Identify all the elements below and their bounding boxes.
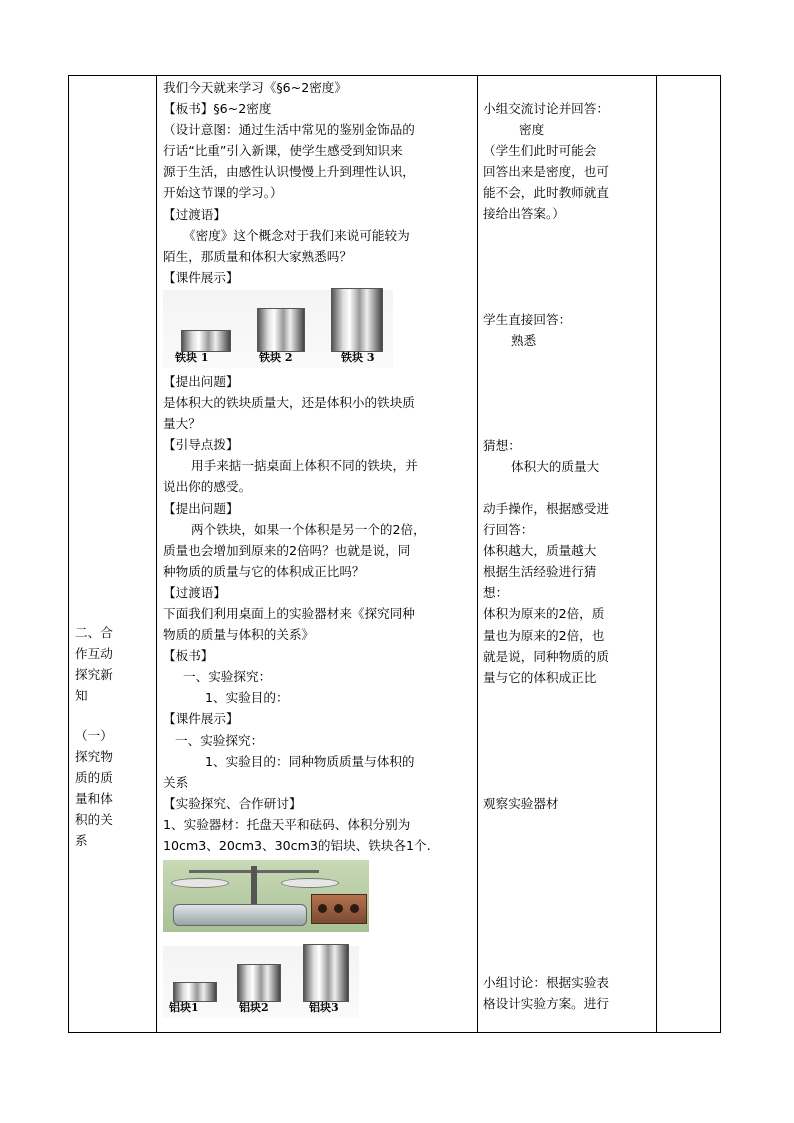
courseware-line: 关系 (163, 774, 189, 790)
section-heading: 【过渡语】 (163, 206, 226, 222)
teacher-activity-column (163, 76, 468, 1021)
column-divider (656, 76, 657, 1032)
section-heading: 【过渡语】 (163, 584, 226, 600)
student-line: 行回答： (483, 522, 534, 538)
transition-line: 《密度》这个概念对于我们来说可能较为 (183, 227, 410, 243)
transition-line: 物质的质量与体积的关系》 (163, 627, 315, 643)
transition-line: 下面我们利用桌面上的实验器材来《探究同种 (163, 605, 415, 621)
student-line: 想： (483, 585, 509, 601)
student-line: 体积大的质量大 (511, 458, 600, 474)
board-line: 一、实验探究： (183, 669, 272, 685)
column-divider (477, 76, 478, 1032)
substage-label-line: 系 (75, 833, 88, 849)
guide-line: 用手来掂一掂桌面上体积不同的铁块，并 (191, 458, 418, 474)
substage-label-line: 质的质 (75, 770, 113, 786)
section-heading: 【课件展示】 (163, 269, 239, 285)
weights-box (311, 894, 367, 924)
section-heading: 【提出问题】 (163, 373, 239, 389)
stage-label-line: 作互动 (75, 646, 113, 662)
student-line: 观察实验器材 (483, 795, 559, 811)
design-line: 开始这节课的学习。） (163, 185, 283, 201)
question-line: 量大？ (163, 416, 201, 432)
courseware-line: 1、实验目的：同种物质质量与体积的 (205, 753, 415, 769)
student-line: （学生们此时可能会 (483, 143, 597, 159)
substage-label-line: 积的关 (75, 812, 113, 828)
student-line: 体积越大，质量越大 (483, 543, 597, 559)
stage-label (75, 622, 135, 706)
iron-block-2 (257, 308, 305, 352)
equipment-line: 1、实验器材：托盘天平和砝码、体积分别为 (163, 816, 411, 832)
column-divider (156, 76, 157, 1032)
iron-label: 铁块 1 (175, 350, 209, 364)
scale-base (173, 904, 307, 926)
stage-label-line: 二、合 (75, 625, 113, 640)
substage-label-line: 探究物 (75, 749, 113, 765)
student-line: 熟悉 (511, 332, 537, 348)
iron-blocks-image (163, 290, 468, 368)
substage-label-line: 量和体 (75, 791, 113, 807)
iron-block-3 (331, 288, 383, 352)
student-line: 接给出答案。） (483, 206, 565, 222)
stage-label-line: 知 (75, 688, 88, 704)
student-line: 学生直接回答： (483, 311, 572, 327)
question-line: 质量也会增加到原来的2倍吗？也就是说，同 (163, 542, 411, 558)
scale-pan-right (281, 878, 339, 888)
section-heading: 【实验探究、合作研讨】 (163, 795, 302, 811)
scale-pan-left (171, 878, 229, 888)
student-line: 体积为原来的2倍，质 (483, 606, 605, 622)
iron-label: 铁块 2 (259, 350, 293, 364)
intro-text: 我们今天就来学习《§6~2密度》 (163, 80, 347, 95)
aluminum-blocks-image (163, 946, 468, 1018)
student-activity-column (483, 76, 653, 1014)
question-line: 两个铁块，如果一个体积是另一个的2倍， (191, 521, 426, 537)
question-line: 是体积大的铁块质量大，还是体积小的铁块质 (163, 395, 415, 411)
board-line: 1、实验目的： (205, 690, 289, 706)
design-line: 行话“比重”引入新课，使学生感受到知识来 (163, 143, 403, 159)
aluminum-label: 铝块1 (169, 1001, 199, 1014)
substage-label (75, 725, 129, 852)
aluminum-label: 铝块2 (239, 1001, 269, 1014)
question-line: 种物质的质量与它的体积成正比吗？ (163, 563, 365, 579)
student-line: 回答出来是密度，也可 (483, 164, 609, 180)
section-heading: 【板书】 (163, 648, 214, 664)
scale-post (251, 866, 257, 906)
student-line: 量也为原来的2倍，也 (483, 627, 605, 643)
substage-label-line: （一） (75, 728, 113, 743)
student-line: 密度 (519, 122, 545, 138)
board-heading: 【板书】§6~2密度 (163, 101, 272, 117)
student-line: 猜想： (483, 437, 521, 453)
section-heading: 【引导点拨】 (163, 437, 239, 453)
student-line: 根据生活经验进行猜 (483, 564, 597, 580)
aluminum-label: 铝块3 (309, 1001, 339, 1014)
student-line: 能不会，此时教师就直 (483, 185, 609, 201)
guide-line: 说出你的感受。 (163, 479, 252, 495)
student-line: 小组讨论：根据实验表 (483, 974, 609, 990)
aluminum-block-3 (303, 944, 349, 1002)
iron-label: 铁块 3 (341, 350, 375, 364)
student-line: 动手操作，根据感受进 (483, 500, 609, 516)
courseware-line: 一、实验探究： (175, 732, 264, 748)
student-line: 量与它的体积成正比 (483, 669, 597, 685)
section-heading: 【课件展示】 (163, 711, 239, 727)
lesson-plan-table (68, 75, 721, 1033)
design-line: （设计意图：通过生活中常见的鉴别金饰品的 (163, 122, 415, 138)
balance-scale-image (163, 860, 468, 932)
student-line: 小组交流讨论并回答： (483, 101, 609, 116)
stage-label-line: 探究新 (75, 667, 113, 683)
student-line: 就是说，同种物质的质 (483, 648, 609, 664)
student-line: 格设计实验方案。进行 (483, 995, 609, 1011)
section-heading: 【提出问题】 (163, 500, 239, 516)
transition-line: 陌生，那质量和体积大家熟悉吗？ (163, 248, 352, 264)
equipment-line: 10cm3、20cm3、30cm3的铝块、铁块各1个. (163, 838, 431, 853)
design-line: 源于生活，由感性认识慢慢上升到理性认识， (163, 164, 415, 180)
